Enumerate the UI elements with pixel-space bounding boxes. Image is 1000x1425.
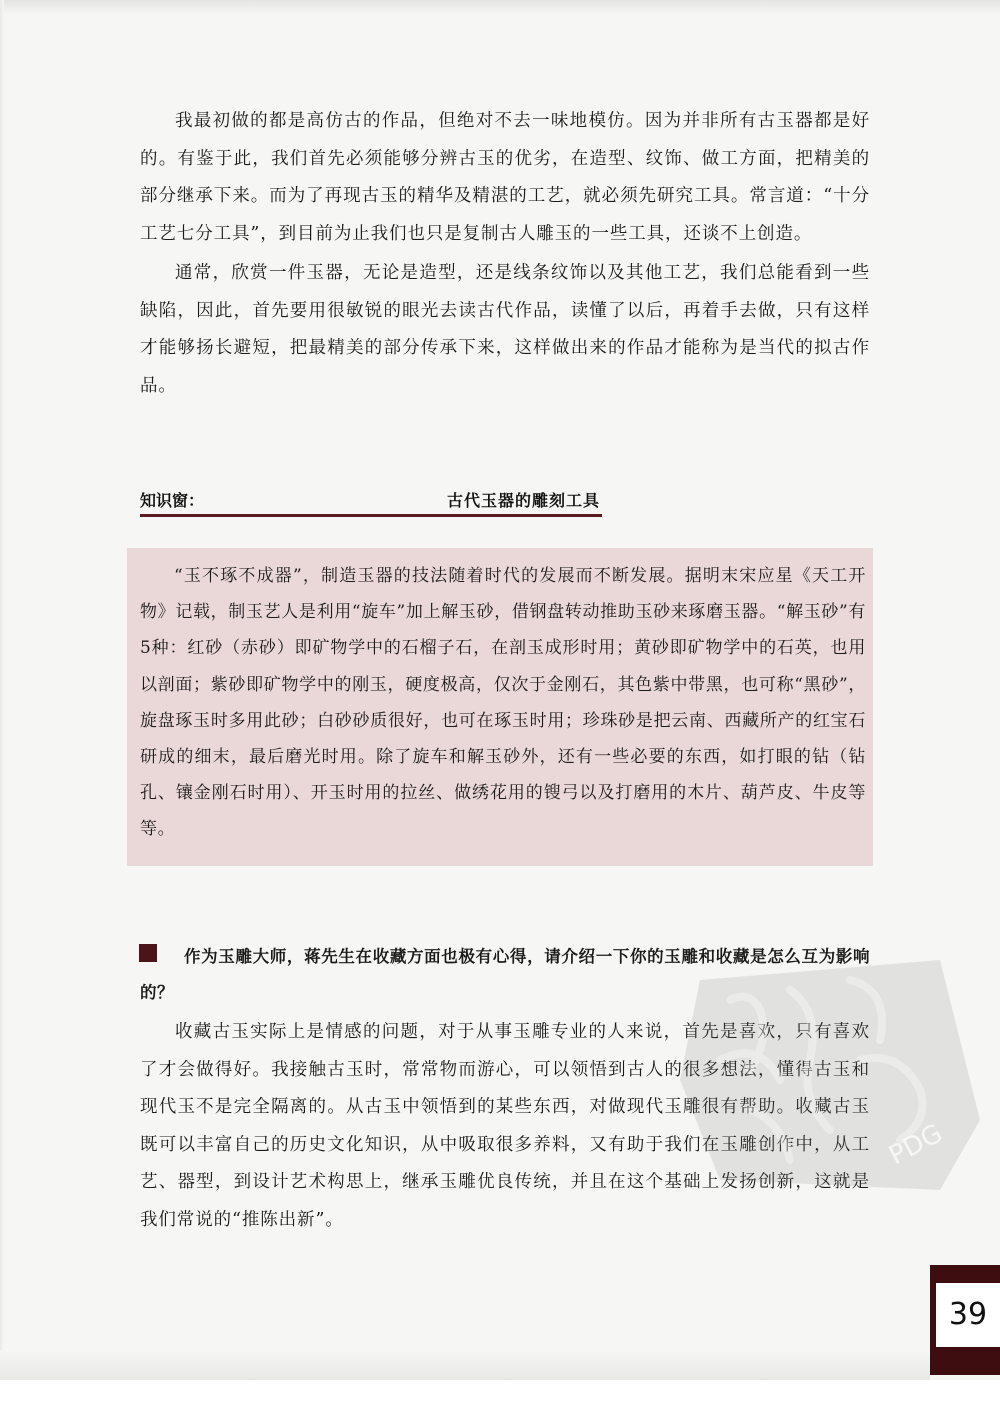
scan-bottom-shadow xyxy=(0,1350,930,1380)
scan-top-shadow xyxy=(0,0,1000,14)
body-paragraph-1: 我最初做的都是高仿古的作品，但绝对不去一味地模仿。因为并非所有古玉器都是好的。有鉴于此，我们首先必须能够分辨古玉的优劣，在造型、纹饰、做工方面，把精美的部分继承下来。而为了再现古玉的精华及精湛的工艺，就必须先研究工具。常言道：“十分工艺七分工具”，到目前为止我们也只是复制古人雕玉的一些工具，还谈不上创造。 xyxy=(140,111,870,244)
knowledge-window-header xyxy=(140,488,602,517)
scan-bottom-margin xyxy=(0,1380,1000,1425)
knowledge-window-label: 知识窗： xyxy=(140,491,205,510)
knowledge-window-title: 古代玉器的雕刻工具 xyxy=(446,491,600,510)
body-paragraph-2: 通常，欣赏一件玉器，无论是造型，还是线条纹饰以及其他工艺，我们总能看到一些缺陷，因此，首先要用很敏锐的眼光去读古代作品，读懂了以后，再着手去做，只有这样才能够扬长避短，把最精美的部分传承下来，这样做出来的作品才能称为是当代的拟古作品。 xyxy=(140,263,870,396)
knowledge-window-text: “玉不琢不成器”，制造玉器的技法随着时代的发展而不断发展。据明末宋应星《天工开物》记载，制玉艺人是利用“旋车”加上解玉砂，借钢盘转动推助玉砂来琢磨玉器。“解玉砂”有5种：红砂（赤砂）即矿物学中的石榴子石，在剖玉成形时用；黄砂即矿物学中的石英，也用以剖面；紫砂即矿物学中的刚玉，硬度极高，仅次于金刚石，其色紫中带黑，也可称“黑砂”，旋盘琢玉时多用此砂；白砂砂质很好，也可在琢玉时用；珍珠砂是把云南、西藏所产的红宝石研成的细末，最后磨光时用。除了旋车和解玉砂外，还有一些必要的东西，如打眼的钻（钻孔、镶金刚石时用）、开玉时用的拉丝、做绣花用的锼弓以及打磨用的木片、葫芦皮、牛皮等等。 xyxy=(140,566,866,840)
watermark-seal-icon xyxy=(640,940,1000,1200)
interview-answer: 收藏古玉实际上是情感的问题，对于从事玉雕专业的人来说，首先是喜欢，只有喜欢了才会做得好。我接触古玉时，常常物而游心，可以领悟到古人的很多想法，懂得古玉和现代玉不是完全隔离的。从古玉中领悟到的某些东西，对做现代玉雕很有帮助。收藏古玉既可以丰富自己的历史文化知识，从中吸取很多养料，又有助于我们在玉雕创作中，从工艺、器型，到设计艺术构思上，继承玉雕优良传统，并且在这个基础上发扬创新，这就是我们常说的“推陈出新”。 xyxy=(140,1022,870,1230)
scan-left-shadow xyxy=(0,0,4,1380)
interview-question: 作为玉雕大师，蒋先生在收藏方面也极有心得，请介绍一下你的玉雕和收藏是怎么互为影响的？ xyxy=(140,947,870,1002)
watermark-text: PDG xyxy=(884,1118,948,1172)
page-number: 39 xyxy=(948,1297,988,1332)
